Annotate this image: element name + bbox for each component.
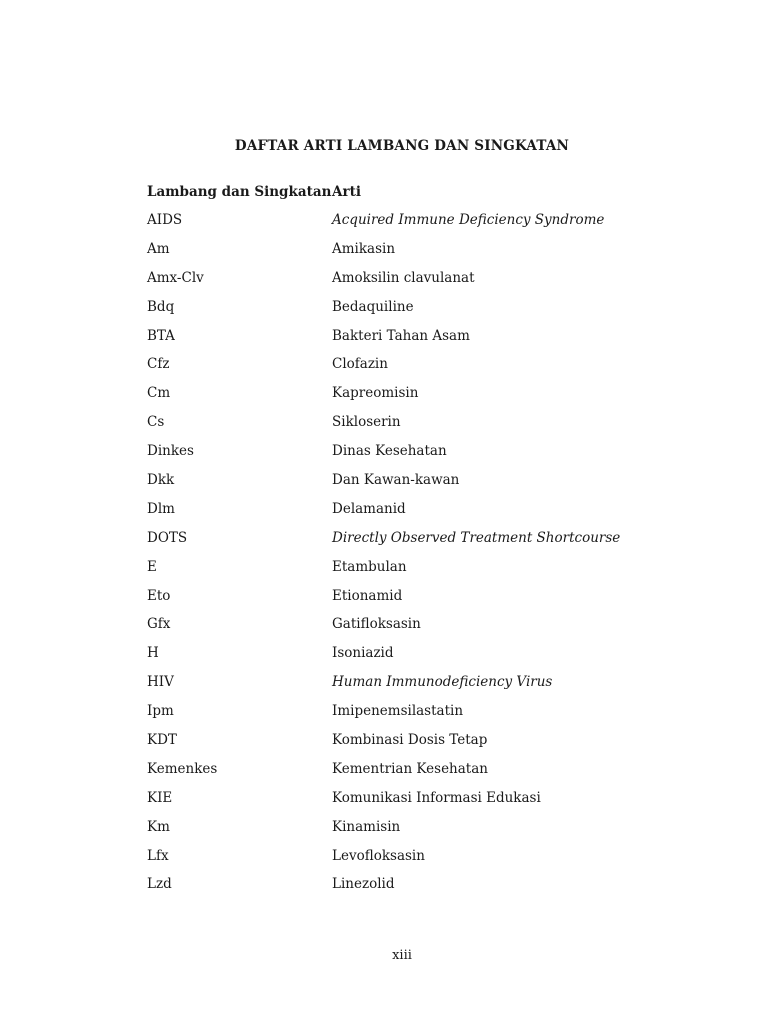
header-symbol: Lambang dan Singkatan bbox=[147, 184, 332, 200]
row-symbol: DOTS bbox=[147, 529, 188, 546]
table-row bbox=[147, 530, 667, 559]
row-symbol: Cm bbox=[147, 385, 171, 402]
row-symbol: Lzd bbox=[147, 876, 172, 893]
row-meaning: Kinamisin bbox=[332, 818, 401, 835]
row-symbol: BTA bbox=[147, 327, 175, 344]
row-meaning: Etambulan bbox=[332, 558, 407, 575]
row-meaning: Levofloksasin bbox=[332, 847, 425, 864]
row-meaning: Dan Kawan-kawan bbox=[332, 472, 460, 489]
table-row bbox=[147, 299, 667, 328]
row-meaning: Clofazin bbox=[332, 356, 388, 373]
row-meaning: Delamanid bbox=[332, 500, 406, 517]
row-meaning: Kapreomisin bbox=[332, 385, 419, 402]
row-meaning: Gatifloksasin bbox=[332, 616, 421, 633]
table-row bbox=[147, 790, 667, 819]
table-row bbox=[147, 876, 667, 905]
header-meaning: Arti bbox=[332, 184, 361, 200]
row-symbol: Dinkes bbox=[147, 443, 194, 460]
row-meaning: Dinas Kesehatan bbox=[332, 443, 447, 460]
row-meaning: Komunikasi Informasi Edukasi bbox=[332, 789, 541, 806]
table-row bbox=[147, 241, 667, 270]
row-symbol: Cs bbox=[147, 414, 165, 431]
table-row bbox=[147, 414, 667, 443]
row-meaning: Linezolid bbox=[332, 876, 395, 893]
row-symbol: Kemenkes bbox=[147, 760, 218, 777]
row-symbol: Ipm bbox=[147, 703, 174, 720]
table-row bbox=[147, 270, 667, 299]
page-title: DAFTAR ARTI LAMBANG DAN SINGKATAN bbox=[234, 138, 570, 154]
table-row bbox=[147, 674, 667, 703]
row-symbol: E bbox=[147, 558, 157, 575]
row-symbol: Dlm bbox=[147, 500, 175, 517]
row-symbol: Am bbox=[147, 240, 170, 257]
row-symbol: KDT bbox=[147, 732, 177, 749]
row-meaning: Imipenemsilastatin bbox=[332, 703, 464, 720]
table-row bbox=[147, 385, 667, 414]
row-meaning: Kombinasi Dosis Tetap bbox=[332, 732, 488, 749]
row-symbol: HIV bbox=[147, 674, 174, 691]
row-symbol: AIDS bbox=[147, 212, 183, 228]
row-meaning: Bedaquiline bbox=[332, 298, 414, 315]
abbreviation-list bbox=[147, 212, 667, 905]
row-symbol: Lfx bbox=[147, 847, 169, 864]
table-row bbox=[147, 616, 667, 645]
row-symbol: Bdq bbox=[147, 298, 175, 315]
row-symbol: H bbox=[147, 645, 159, 662]
row-meaning: Acquired Immune Deficiency Syndrome bbox=[332, 212, 605, 228]
page-number: xiii bbox=[392, 948, 412, 963]
row-symbol: Eto bbox=[147, 587, 171, 604]
row-meaning: Bakteri Tahan Asam bbox=[332, 327, 470, 344]
table-row bbox=[147, 732, 667, 761]
table-row bbox=[147, 703, 667, 732]
row-meaning: Amikasin bbox=[332, 240, 396, 257]
table-row bbox=[147, 588, 667, 617]
row-meaning: Human Immunodeficiency Virus bbox=[332, 674, 553, 691]
row-symbol: Amx-Clv bbox=[147, 269, 204, 286]
row-symbol: Gfx bbox=[147, 616, 171, 633]
table-row bbox=[147, 443, 667, 472]
row-symbol: Km bbox=[147, 818, 170, 835]
table-row bbox=[147, 212, 667, 241]
row-symbol: Dkk bbox=[147, 472, 175, 489]
table-row bbox=[147, 328, 667, 357]
table-row bbox=[147, 645, 667, 674]
table-row bbox=[147, 472, 667, 501]
row-meaning: Isoniazid bbox=[332, 645, 394, 662]
row-meaning: Etionamid bbox=[332, 587, 403, 604]
table-row bbox=[147, 848, 667, 877]
table-row bbox=[147, 356, 667, 385]
table-row bbox=[147, 819, 667, 848]
row-meaning: Kementrian Kesehatan bbox=[332, 760, 488, 777]
table-row bbox=[147, 761, 667, 790]
row-meaning: Sikloserin bbox=[332, 414, 401, 431]
row-symbol: KIE bbox=[147, 789, 173, 806]
row-symbol: Cfz bbox=[147, 356, 170, 373]
row-meaning: Directly Observed Treatment Shortcourse bbox=[332, 529, 621, 546]
table-row bbox=[147, 501, 667, 530]
row-meaning: Amoksilin clavulanat bbox=[332, 269, 475, 286]
table-row bbox=[147, 559, 667, 588]
table-header bbox=[147, 184, 667, 204]
